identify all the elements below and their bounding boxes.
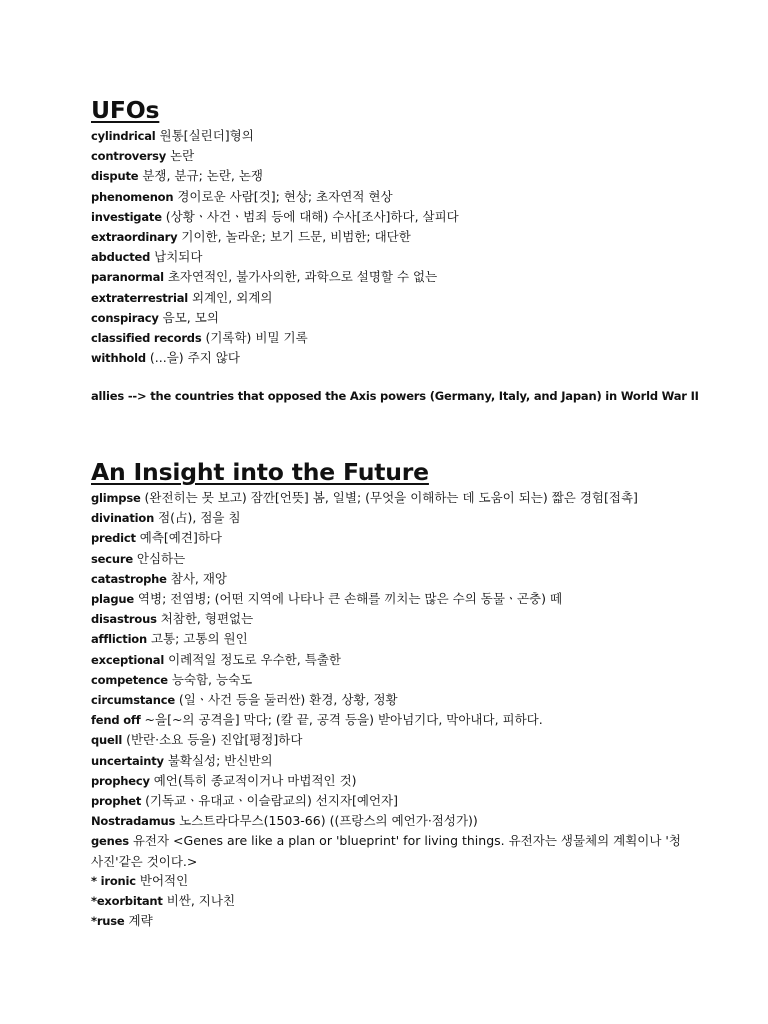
vocab-definition: 이례적일 정도로 우수한, 특출한 [164,651,341,667]
vocab-definition: (기독교ㆍ유대교ㆍ이슬람교의) 선지자[예언자] [141,793,399,809]
vocab-term: extraordinary [91,230,178,245]
allies-note [91,386,731,406]
vocab-entry [91,589,691,609]
section-title: An Insight into the Future [91,458,429,486]
vocab-entry [91,207,691,227]
vocab-entry [91,629,691,649]
vocab-entry [91,751,691,771]
vocab-entry [91,871,691,891]
vocab-entry [91,670,691,690]
vocab-term: secure [91,551,133,566]
vocab-definition: 참사, 재앙 [166,570,228,586]
vocab-definition: (반란·소요 등을) 진압[평정]하다 [122,732,303,748]
vocab-entry [91,791,691,811]
section-ufos [91,96,691,368]
vocab-term: *ruse [91,914,125,929]
vocab-term: glimpse [91,491,141,505]
vocab-definition: 기이한, 놀라운; 보기 드문, 비범한; 대단한 [177,229,411,245]
vocab-term: phenomenon [91,189,174,204]
vocab-term: genes [91,834,129,849]
vocab-definition: 경이로운 사람[것]; 현상; 초자연적 현상 [173,188,393,204]
vocab-definition: (상황ㆍ사건ㆍ범죄 등에 대해) 수사[조사]하다, 살피다 [161,208,459,224]
vocab-definition: 외계인, 외계의 [188,289,273,305]
vocab-term: cylindrical [91,129,156,143]
vocab-term: competence [91,672,168,687]
vocab-definition: (완전히는 못 보고) 잠깐[언뜻] 봄, 일별; (무엇을 이해하는 데 도움이 되는) 짧은 경험[접촉] [140,490,638,505]
vocab-entry [91,771,691,791]
vocab-term: divination [91,511,155,526]
vocab-term: exceptional [91,652,165,667]
vocab-entry [91,831,691,870]
vocab-definition: 원통[실린더]형의 [155,128,254,143]
vocab-definition: 분쟁, 분규; 논란, 논쟁 [138,168,263,184]
vocab-definition: 처참한, 형편없는 [156,611,254,627]
vocab-definition: 계략 [124,913,153,929]
vocab-definition: 역병; 전염병; (어떤 지역에 나타나 큰 손해를 끼치는 많은 수의 동물ㆍ곤충) 떼 [133,591,563,607]
vocab-definition: 노스트라다무스(1503-66) ((프랑스의 예언가·점성가)) [175,813,478,829]
vocab-entry [91,710,691,730]
vocab-definition: 납치되다 [150,249,203,265]
vocab-term: prophecy [91,773,150,788]
vocab-entry [91,811,691,831]
vocab-entry [91,730,691,750]
vocab-definition: 예측[예견]하다 [135,530,222,546]
vocab-definition: 고통; 고통의 원인 [147,631,248,647]
vocab-definition: 초자연적인, 불가사의한, 과학으로 설명할 수 없는 [163,269,438,285]
vocab-entry [91,267,691,287]
vocab-term: conspiracy [91,310,159,325]
vocab-definition: 유전자 <Genes are like a plan or 'blueprint' for living things. 유전자는 생물체의 계획이나 '청사진'같은 것이다.> [91,833,681,869]
vocab-entry [91,650,691,670]
vocab-entry [91,166,691,186]
vocab-definition: 불확실성; 반신반의 [163,752,273,768]
vocab-entry [91,328,691,348]
vocab-entry [91,508,691,528]
vocab-definition: 반어적인 [135,872,189,888]
vocab-entry [91,146,691,166]
vocab-entry [91,549,691,569]
vocab-entry [91,247,691,267]
vocab-entry [91,227,691,247]
vocab-entry [91,569,691,589]
vocab-term: *exorbitant [91,894,163,909]
vocab-definition: 능숙함, 능숙도 [167,671,253,687]
vocab-definition: 점(占), 점을 침 [154,510,241,526]
vocab-entry [91,528,691,548]
vocab-term: quell [91,733,123,748]
vocab-term: withhold [91,351,146,366]
vocab-definition: 논란 [166,148,195,164]
section-insight-future [91,458,691,931]
vocab-entry [91,609,691,629]
vocab-entry [91,348,691,368]
vocab-term: disastrous [91,612,157,627]
vocab-entry [91,308,691,328]
vocab-term: paranormal [91,270,164,285]
vocab-term: Nostradamus [91,814,176,829]
vocab-entry [91,126,691,146]
vocab-term: dispute [91,169,139,184]
section-title: UFOs [91,96,160,124]
vocab-term: controversy [91,149,167,164]
vocab-term: plague [91,592,134,607]
vocab-term: abducted [91,250,151,265]
vocab-list [91,488,691,931]
vocab-term: classified records [91,331,202,346]
vocab-entry [91,488,691,508]
vocab-definition: ~을[~의 공격을] 막다; (칼 끝, 공격 등을) 받아넘기다, 막아내다, 피하다. [140,712,543,728]
vocab-term: circumstance [91,693,175,708]
vocab-definition: 예언(특히 종교적이거나 마법적인 것) [149,772,357,788]
vocab-list [91,126,691,368]
vocab-term: prophet [91,794,142,809]
vocab-term: fend off [91,713,141,728]
vocab-term: affliction [91,632,147,647]
vocab-entry [91,911,691,931]
vocab-definition: (...을) 주지 않다 [145,350,240,366]
vocab-term: investigate [91,209,162,224]
vocab-definition: 안심하는 [132,550,186,566]
vocab-term: catastrophe [91,571,167,586]
vocab-entry [91,288,691,308]
vocab-term: * ironic [91,873,136,888]
vocab-definition: (일ㆍ사건 등을 둘러싼) 환경, 상황, 정황 [174,692,398,708]
vocab-definition: 음모, 모의 [158,309,219,325]
note-text: allies --> the countries that opposed the Axis powers (Germany, Italy, and Japan) in World War II [91,389,699,403]
vocab-term: extraterrestrial [91,290,189,305]
vocab-entry [91,690,691,710]
vocab-entry [91,891,691,911]
vocab-term: predict [91,531,136,546]
vocab-definition: 비싼, 지나친 [162,893,236,909]
vocab-definition: (기록학) 비밀 기록 [201,330,308,346]
vocab-entry [91,187,691,207]
vocab-term: uncertainty [91,753,164,768]
